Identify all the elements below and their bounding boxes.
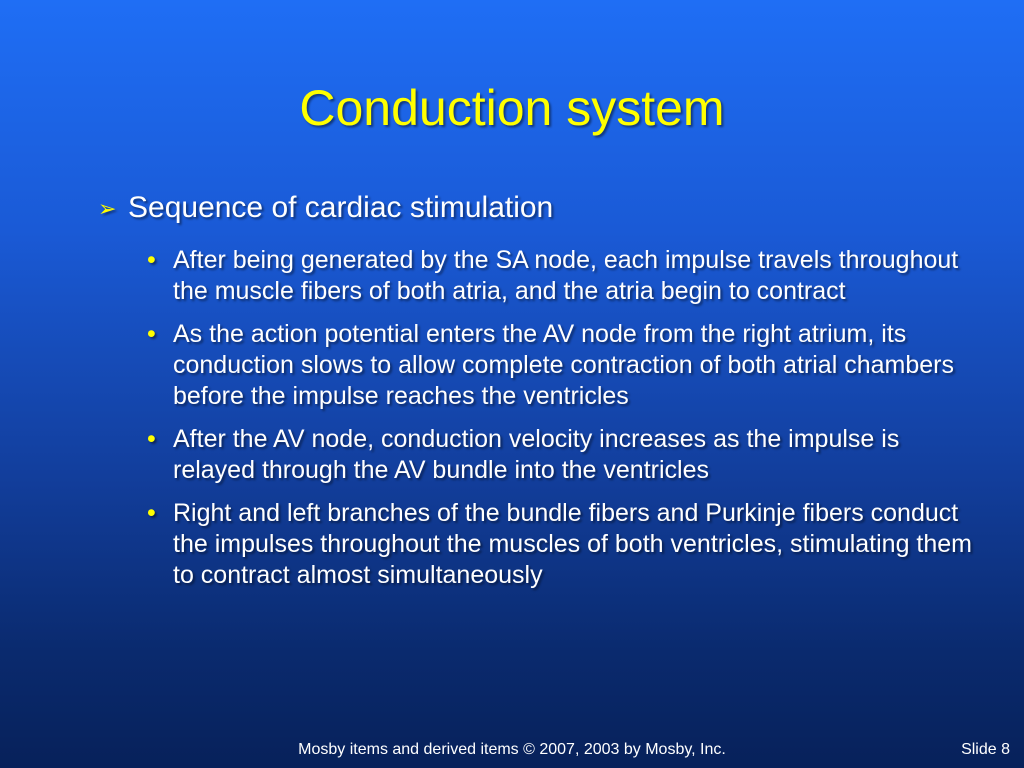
list-item: [145, 498, 975, 591]
bullet-text: As the action potential enters the AV node from the right atrium, its conduction slows to allow complete contraction of both atrial chambers before the impulse reaches the ventricles: [173, 320, 954, 410]
list-item: [145, 245, 975, 307]
list-item: [145, 424, 975, 486]
bullet-text: After the AV node, conduction velocity increases as the impulse is relayed through the AV bundle into the ventricles: [173, 425, 900, 484]
slide-number: Slide 8: [961, 741, 1010, 758]
bullet-dot-icon: •: [147, 499, 156, 527]
bullet-text: After being generated by the SA node, each impulse travels throughout the muscle fibers of both atria, and the atria begin to contract: [173, 246, 959, 305]
arrow-bullet-icon: ➢: [98, 196, 117, 221]
bullet-dot-icon: •: [147, 246, 156, 274]
bullet-text: Right and left branches of the bundle fibers and Purkinje fibers conduct the impulses throughout the muscles of both ventricles, stimulating them to contract almost simultaneously: [173, 499, 973, 589]
bullet-dot-icon: •: [147, 320, 156, 348]
level1-text: Sequence of cardiac stimulation: [128, 191, 554, 224]
bullet-dot-icon: •: [147, 425, 156, 453]
slide-title: Conduction system: [299, 80, 725, 136]
copyright-footer: Mosby items and derived items © 2007, 2003 by Mosby, Inc.: [298, 741, 726, 758]
list-item: [145, 319, 975, 412]
bullet-list: [145, 245, 975, 603]
